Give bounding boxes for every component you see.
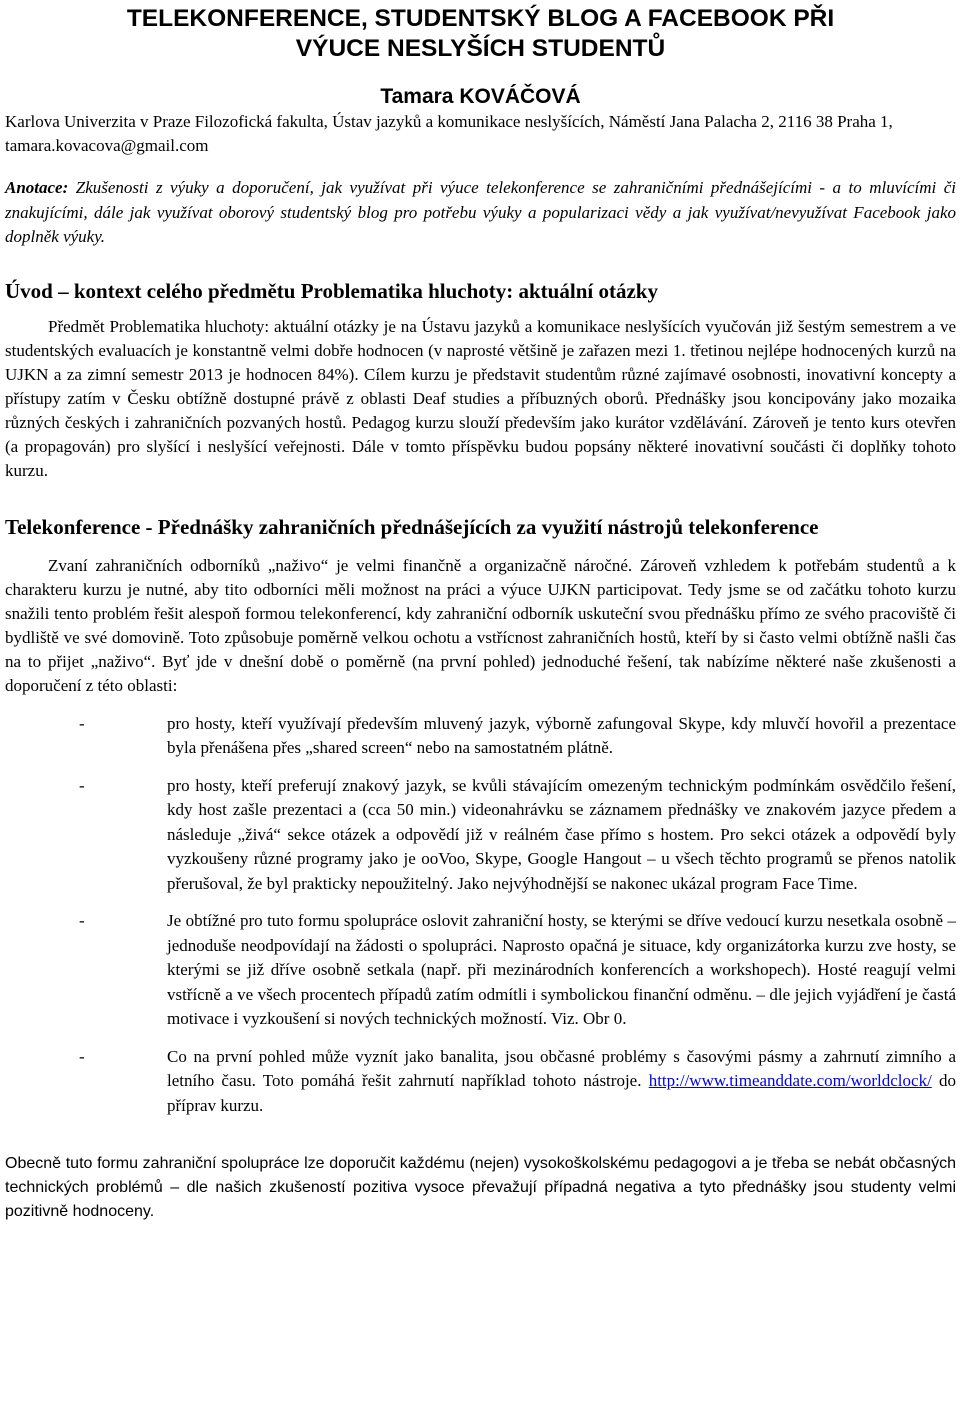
abstract-text: Zkušenosti z výuky a doporučení, jak využívat při výuce telekonference se zahraničními přednášejícími - a to mluvícími či znakujícími, dále jak využívat oborový studentský blog pro potřebu výuky a popularizaci vědy a jak využívat/nevyužívat Facebook jako doplněk výuky. <box>5 178 956 246</box>
worldclock-link[interactable]: http://www.timeanddate.com/worldclock/ <box>648 1071 932 1090</box>
author-name: Tamara KOVÁČOVÁ <box>380 85 581 108</box>
list-item-text: Je obtížné pro tuto formu spolupráce oslovit zahraniční hosty, se kterými se dříve vedoucí kurzu nesetkala osobně – jednoduše neodpovídají na žádosti o spolupráci. Naprosto opačná je situace, kdy organizátorka kurzu zve hosty, se kterými se již dříve osobně setkala (např. při mezinárodních konferencích a workshopech). Hosté reagují velmi vstřícně a ve všech procentech případů zatím odmítli i symbolickou finanční odměnu. – dle jejich vyjádření je častá motivace i vyzkoušení si nových technických možností. Viz. Obr 0. <box>167 911 956 1028</box>
author-affiliation: Karlova Univerzita v Praze Filozofická fakulta, Ústav jazyků a komunikace neslyšících, Náměstí Jana Palacha 2, 2116 38 Praha 1, tamara.kovacova@gmail.com <box>5 112 893 155</box>
intro-paragraph: Předmět Problematika hluchoty: aktuální otázky je na Ústavu jazyků a komunikace neslyšících vyučován již šestým semestrem a ve studentských evaluacích je konstantně velmi dobře hodnocen (v naprosté většině je zařazen mezi 1. třetinou nejlépe hodnocených kurzů na UJKN a za zimní semestr 2013 je hodnocen 84%). Cílem kurzu je představit studentům různé zajímavé osobnosti, inovativní koncepty a přístupy zatím v Česku obtížně dostupné právě z oblasti Deaf studies a příbuzných oborů. Přednášky jsou koncipovány jako mozaika různých českých i zahraničních pozvaných hostů. Pedagog kurzu slouží především jako kurátor vzdělávání. Zároveň je tento kurs otevřen (a propagován) pro slyšící i neslyšící veřejnosti. Dále v tomto příspěvku budou popsány některé inovativní součásti či doplňky tohoto kurzu. <box>5 316 956 480</box>
paper-title <box>5 4 956 64</box>
abstract <box>5 176 956 250</box>
list-dash-marker: - <box>79 713 85 733</box>
list-item <box>5 1045 956 1119</box>
recommendation-list <box>5 712 956 1119</box>
list-item-text-end: do příprav kurzu. <box>167 1071 957 1115</box>
section-heading-intro: Úvod – kontext celého předmětu Problematika hluchoty: aktuální otázky <box>5 278 658 303</box>
title-line-1: TELEKONFERENCE, STUDENTSKÝ BLOG A FACEBOOK PŘI <box>126 5 835 32</box>
abstract-label: Anotace: <box>5 178 69 197</box>
teleconference-paragraph: Zvaní zahraničních odborníků „naživo“ je velmi finančně a organizačně náročné. Zároveň vzhledem k potřebám studentů a k charakteru kurzu je nutné, aby tito odborníci měli možnost na práci a výuce UJKN participovat. Tedy jsme se od začátku tohoto kurzu snažili tento problém řešit alespoň formou telekonferencí, kdy zahraniční odborník uskuteční svou přednášku přímo ze svého pracoviště či bydliště ve své domovině. Toto způsobuje poměrně velkou ochotu a vstřícnost zahraničních hostů, kteří by si často velmi obtížně našli čas na to přijet „naživo“. Byť jde v dnešní době o poměrně (na první pohled) jednoduché řešení, tak nabízíme některé naše zkušenosti a doporučení z této oblasti: <box>5 555 956 695</box>
list-item <box>5 909 956 1032</box>
section-heading-teleconference: Telekonference - Přednášky zahraničních přednášejících za využití nástrojů telekonference <box>5 514 819 539</box>
closing-paragraph: Obecně tuto formu zahraniční spolupráce lze doporučit každému (nejen) vysokoškolskému pedagogovi a je třeba se nebát občasných technických problémů – dle našich zkušeností pozitiva vysoce převažují případná negativa a tyto přednášky jsou studenty velmi pozitivně hodnoceny. <box>5 1155 956 1220</box>
list-item <box>5 774 956 897</box>
list-item-text: Co na první pohled může vyznít jako banalita, jsou občasné problémy s časovými pásmy a zahrnutí zimního a letního času. Toto pomáhá řešit zahrnutí například tohoto nástroje. <box>167 1046 956 1090</box>
list-item-text: pro hosty, kteří využívají především mluvený jazyk, výborně zafungoval Skype, kdy mluvčí hovořil a prezentace byla přenášena přes „shared screen“ nebo na samostatném plátně. <box>167 713 956 757</box>
list-item <box>5 712 956 761</box>
list-dash-marker: - <box>79 911 85 930</box>
list-item-text: pro hosty, kteří preferují znakový jazyk, se kvůli stávajícím omezeným technickým podmínkám osvědčilo řešení, kdy host zašle prezentaci a (cca 50 min.) videonahrávku se záznamem přednášky ve znakovém jazyce předem a následuje „živá“ sekce otázek a odpovědí již v reálném čase přímo s hostem. Pro sekci otázek a odpovědí byly vyzkoušeny různé programy jako je ooVoo, Skype, Google Hangout – u všech těchto programů se přenos natolik přerušoval, že byl prakticky nepoužitelný. Jako nejvýhodnější se nakonec ukázal program Face Time. <box>167 775 956 893</box>
list-dash-marker: - <box>79 1046 85 1066</box>
title-line-2: VÝUCE NESLYŠÍCH STUDENTŮ <box>295 35 666 62</box>
list-dash-marker: - <box>79 775 85 795</box>
